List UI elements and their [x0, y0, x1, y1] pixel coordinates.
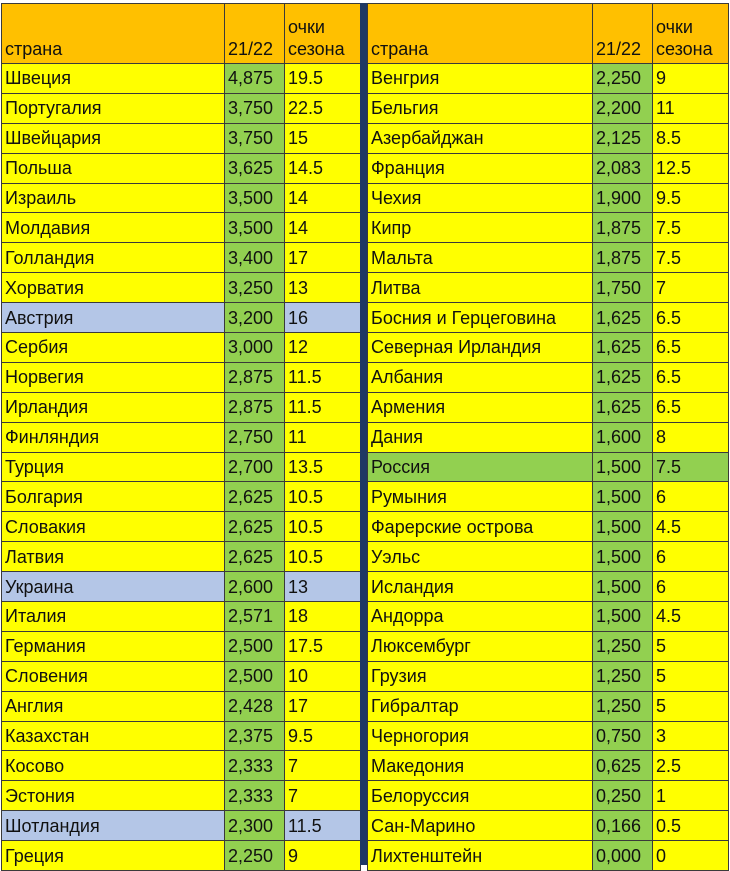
season-points-cell[interactable]: 3	[653, 721, 729, 751]
header-points-line1: очки	[656, 17, 693, 37]
season-points-cell[interactable]: 10.5	[285, 512, 361, 542]
coefficient-cell[interactable]: 3,400	[225, 243, 285, 273]
coefficient-cell[interactable]: 2,125	[593, 123, 653, 153]
country-cell[interactable]: Австрия	[2, 303, 225, 333]
season-points-cell[interactable]: 18	[285, 602, 361, 632]
country-cell[interactable]: Англия	[2, 691, 225, 721]
country-cell[interactable]: Словения	[2, 661, 225, 691]
table-row	[2, 811, 361, 841]
season-points-cell[interactable]: 8.5	[653, 123, 729, 153]
season-points-cell[interactable]: 14.5	[285, 153, 361, 183]
season-points-cell[interactable]: 4.5	[653, 602, 729, 632]
season-points-cell[interactable]: 4.5	[653, 512, 729, 542]
table-row	[368, 572, 729, 602]
country-cell[interactable]: Исландия	[368, 572, 593, 602]
country-cell[interactable]: Израиль	[2, 183, 225, 213]
table-row	[368, 422, 729, 452]
coefficient-cell[interactable]: 3,625	[225, 153, 285, 183]
coefficient-cell[interactable]: 2,428	[225, 691, 285, 721]
country-cell[interactable]: Кипр	[368, 213, 593, 243]
table-row	[368, 781, 729, 811]
season-points-cell[interactable]: 14	[285, 183, 361, 213]
season-points-cell[interactable]: 6.5	[653, 333, 729, 363]
season-points-cell[interactable]: 10.5	[285, 482, 361, 512]
coefficient-cell[interactable]: 1,875	[593, 243, 653, 273]
season-points-cell[interactable]: 9	[285, 841, 361, 871]
table-row	[368, 213, 729, 243]
table-row	[2, 422, 361, 452]
country-cell[interactable]: Мальта	[368, 243, 593, 273]
table-row	[2, 721, 361, 751]
header-row	[368, 4, 729, 64]
coefficient-cell[interactable]: 0,750	[593, 721, 653, 751]
table-row	[368, 631, 729, 661]
right-table	[367, 3, 729, 871]
table-row	[368, 721, 729, 751]
table-row	[368, 243, 729, 273]
coefficient-cell[interactable]: 2,250	[225, 841, 285, 871]
coefficient-table-sheet	[1, 3, 729, 865]
coefficient-cell[interactable]: 2,083	[593, 153, 653, 183]
coefficient-cell[interactable]: 2,571	[225, 602, 285, 632]
season-points-cell[interactable]: 9.5	[653, 183, 729, 213]
table-row	[368, 482, 729, 512]
coefficient-cell[interactable]: 4,875	[225, 64, 285, 94]
coefficient-cell[interactable]: 2,600	[225, 572, 285, 602]
coefficient-cell[interactable]: 2,500	[225, 661, 285, 691]
table-row	[368, 811, 729, 841]
table-row	[2, 661, 361, 691]
coefficient-cell[interactable]: 2,875	[225, 362, 285, 392]
country-cell[interactable]: Хорватия	[2, 273, 225, 303]
country-cell[interactable]: Дания	[368, 422, 593, 452]
table-row	[368, 183, 729, 213]
table-row	[368, 602, 729, 632]
table-row	[368, 64, 729, 94]
table-row	[2, 841, 361, 871]
country-cell[interactable]: Люксембург	[368, 631, 593, 661]
season-points-cell[interactable]: 7	[653, 273, 729, 303]
season-points-cell[interactable]: 12.5	[653, 153, 729, 183]
table-row	[368, 303, 729, 333]
season-points-cell[interactable]: 2.5	[653, 751, 729, 781]
table-row	[368, 123, 729, 153]
season-points-cell[interactable]: 22.5	[285, 93, 361, 123]
coefficient-cell[interactable]: 1,625	[593, 303, 653, 333]
table-row	[2, 303, 361, 333]
table-row	[2, 452, 361, 482]
coefficient-cell[interactable]: 2,250	[593, 64, 653, 94]
coefficient-cell[interactable]: 2,300	[225, 811, 285, 841]
season-points-cell[interactable]: 19.5	[285, 64, 361, 94]
table-row	[2, 153, 361, 183]
season-points-cell[interactable]: 17	[285, 243, 361, 273]
table-row	[2, 602, 361, 632]
header-country[interactable]: страна	[2, 4, 225, 64]
table-row	[2, 183, 361, 213]
country-cell[interactable]: Шотландия	[2, 811, 225, 841]
country-cell[interactable]: Турция	[2, 452, 225, 482]
table-row	[2, 392, 361, 422]
header-points[interactable]	[285, 4, 361, 64]
coefficient-cell[interactable]: 2,333	[225, 751, 285, 781]
country-cell[interactable]: Македония	[368, 751, 593, 781]
country-cell[interactable]: Словакия	[2, 512, 225, 542]
country-cell[interactable]: Венгрия	[368, 64, 593, 94]
country-cell[interactable]: Фарерские острова	[368, 512, 593, 542]
country-cell[interactable]: Белоруссия	[368, 781, 593, 811]
country-cell[interactable]: Португалия	[2, 93, 225, 123]
table-row	[368, 333, 729, 363]
table-row	[2, 123, 361, 153]
country-cell[interactable]: Эстония	[2, 781, 225, 811]
coefficient-cell[interactable]: 1,875	[593, 213, 653, 243]
country-cell[interactable]: Россия	[368, 452, 593, 482]
coefficient-cell[interactable]: 1,500	[593, 512, 653, 542]
coefficient-cell[interactable]: 1,250	[593, 661, 653, 691]
season-points-cell[interactable]: 15	[285, 123, 361, 153]
season-points-cell[interactable]: 6.5	[653, 392, 729, 422]
season-points-cell[interactable]: 5	[653, 691, 729, 721]
country-cell[interactable]: Андорра	[368, 602, 593, 632]
season-points-cell[interactable]: 7.5	[653, 213, 729, 243]
season-points-cell[interactable]: 11.5	[285, 362, 361, 392]
country-cell[interactable]: Уэльс	[368, 542, 593, 572]
table-row	[2, 64, 361, 94]
coefficient-cell[interactable]: 2,375	[225, 721, 285, 751]
coefficient-cell[interactable]: 3,250	[225, 273, 285, 303]
country-cell[interactable]: Ирландия	[2, 392, 225, 422]
table-row	[2, 572, 361, 602]
country-cell[interactable]: Швейцария	[2, 123, 225, 153]
coefficient-cell[interactable]: 1,500	[593, 542, 653, 572]
season-points-cell[interactable]: 13.5	[285, 452, 361, 482]
season-points-cell[interactable]: 9	[653, 64, 729, 94]
coefficient-cell[interactable]: 1,500	[593, 572, 653, 602]
table-row	[2, 691, 361, 721]
coefficient-cell[interactable]: 3,500	[225, 213, 285, 243]
coefficient-cell[interactable]: 2,625	[225, 482, 285, 512]
country-cell[interactable]: Черногория	[368, 721, 593, 751]
coefficient-cell[interactable]: 1,250	[593, 691, 653, 721]
coefficient-cell[interactable]: 1,625	[593, 392, 653, 422]
season-points-cell[interactable]: 10	[285, 661, 361, 691]
country-cell[interactable]: Германия	[2, 631, 225, 661]
coefficient-cell[interactable]: 1,500	[593, 602, 653, 632]
coefficient-cell[interactable]: 1,625	[593, 362, 653, 392]
season-points-cell[interactable]: 0	[653, 841, 729, 871]
season-points-cell[interactable]: 17.5	[285, 631, 361, 661]
season-points-cell[interactable]: 8	[653, 422, 729, 452]
table-row	[2, 243, 361, 273]
table-row	[2, 781, 361, 811]
coefficient-cell[interactable]: 1,900	[593, 183, 653, 213]
coefficient-cell[interactable]: 1,250	[593, 631, 653, 661]
header-season[interactable]: 21/22	[593, 4, 653, 64]
table-separator	[360, 3, 367, 865]
country-cell[interactable]: Казахстан	[2, 721, 225, 751]
table-row	[2, 362, 361, 392]
season-points-cell[interactable]: 6.5	[653, 362, 729, 392]
table-row	[368, 93, 729, 123]
coefficient-cell[interactable]: 0,625	[593, 751, 653, 781]
country-cell[interactable]: Швеция	[2, 64, 225, 94]
season-points-cell[interactable]: 7	[285, 751, 361, 781]
coefficient-cell[interactable]: 3,200	[225, 303, 285, 333]
country-cell[interactable]: Финляндия	[2, 422, 225, 452]
coefficient-cell[interactable]: 2,200	[593, 93, 653, 123]
season-points-cell[interactable]: 7	[285, 781, 361, 811]
coefficient-cell[interactable]: 3,500	[225, 183, 285, 213]
coefficient-cell[interactable]: 2,875	[225, 392, 285, 422]
season-points-cell[interactable]: 11	[285, 422, 361, 452]
country-cell[interactable]: Литва	[368, 273, 593, 303]
season-points-cell[interactable]: 7.5	[653, 452, 729, 482]
season-points-cell[interactable]: 16	[285, 303, 361, 333]
country-cell[interactable]: Италия	[2, 602, 225, 632]
season-points-cell[interactable]: 1	[653, 781, 729, 811]
coefficient-cell[interactable]: 2,333	[225, 781, 285, 811]
table-row	[368, 691, 729, 721]
season-points-cell[interactable]: 7.5	[653, 243, 729, 273]
header-country[interactable]: страна	[368, 4, 593, 64]
country-cell[interactable]: Украина	[2, 572, 225, 602]
season-points-cell[interactable]: 0.5	[653, 811, 729, 841]
table-row	[368, 362, 729, 392]
coefficient-cell[interactable]: 2,625	[225, 512, 285, 542]
coefficient-cell[interactable]: 2,500	[225, 631, 285, 661]
season-points-cell[interactable]: 5	[653, 631, 729, 661]
country-cell[interactable]: Албания	[368, 362, 593, 392]
season-points-cell[interactable]: 11	[653, 93, 729, 123]
table-row	[2, 751, 361, 781]
left-table	[1, 3, 361, 871]
table-row	[368, 512, 729, 542]
season-points-cell[interactable]: 9.5	[285, 721, 361, 751]
season-points-cell[interactable]: 13	[285, 273, 361, 303]
coefficient-cell[interactable]: 0,000	[593, 841, 653, 871]
country-cell[interactable]: Польша	[2, 153, 225, 183]
country-cell[interactable]: Румыния	[368, 482, 593, 512]
table-row	[2, 631, 361, 661]
country-cell[interactable]: Молдавия	[2, 213, 225, 243]
table-row	[2, 512, 361, 542]
table-row	[368, 452, 729, 482]
coefficient-cell[interactable]: 2,750	[225, 422, 285, 452]
table-row	[368, 751, 729, 781]
season-points-cell[interactable]: 10.5	[285, 542, 361, 572]
header-points-line2: сезона	[656, 39, 713, 59]
table-row	[368, 542, 729, 572]
country-cell[interactable]: Косово	[2, 751, 225, 781]
country-cell[interactable]: Северная Ирландия	[368, 333, 593, 363]
season-points-cell[interactable]: 6	[653, 542, 729, 572]
table-row	[368, 392, 729, 422]
country-cell[interactable]: Бельгия	[368, 93, 593, 123]
season-points-cell[interactable]: 6	[653, 482, 729, 512]
coefficient-cell[interactable]: 2,700	[225, 452, 285, 482]
header-points[interactable]	[653, 4, 729, 64]
coefficient-cell[interactable]: 3,750	[225, 123, 285, 153]
table-row	[2, 333, 361, 363]
country-cell[interactable]: Грузия	[368, 661, 593, 691]
country-cell[interactable]: Армения	[368, 392, 593, 422]
header-points-line1: очки	[288, 17, 325, 37]
header-points-line2: сезона	[288, 39, 345, 59]
country-cell[interactable]: Сан-Марино	[368, 811, 593, 841]
coefficient-cell[interactable]: 1,625	[593, 333, 653, 363]
season-points-cell[interactable]: 14	[285, 213, 361, 243]
coefficient-cell[interactable]: 1,600	[593, 422, 653, 452]
table-row	[2, 542, 361, 572]
country-cell[interactable]: Азербайджан	[368, 123, 593, 153]
table-row	[2, 213, 361, 243]
table-row	[368, 153, 729, 183]
season-points-cell[interactable]: 5	[653, 661, 729, 691]
country-cell[interactable]: Греция	[2, 841, 225, 871]
header-row	[2, 4, 361, 64]
country-cell[interactable]: Босния и Герцеговина	[368, 303, 593, 333]
table-row	[368, 273, 729, 303]
country-cell[interactable]: Голландия	[2, 243, 225, 273]
coefficient-cell[interactable]: 0,250	[593, 781, 653, 811]
country-cell[interactable]: Норвегия	[2, 362, 225, 392]
country-cell[interactable]: Чехия	[368, 183, 593, 213]
country-cell[interactable]: Болгария	[2, 482, 225, 512]
season-points-cell[interactable]: 6	[653, 572, 729, 602]
season-points-cell[interactable]: 11.5	[285, 392, 361, 422]
season-points-cell[interactable]: 12	[285, 333, 361, 363]
coefficient-cell[interactable]: 1,500	[593, 482, 653, 512]
coefficient-cell[interactable]: 0,166	[593, 811, 653, 841]
season-points-cell[interactable]: 6.5	[653, 303, 729, 333]
country-cell[interactable]: Сербия	[2, 333, 225, 363]
table-row	[2, 93, 361, 123]
header-season[interactable]: 21/22	[225, 4, 285, 64]
country-cell[interactable]: Гибралтар	[368, 691, 593, 721]
coefficient-cell[interactable]: 3,750	[225, 93, 285, 123]
coefficient-cell[interactable]: 2,625	[225, 542, 285, 572]
table-row	[2, 482, 361, 512]
season-points-cell[interactable]: 17	[285, 691, 361, 721]
table-row	[368, 841, 729, 871]
coefficient-cell[interactable]: 1,500	[593, 452, 653, 482]
season-points-cell[interactable]: 13	[285, 572, 361, 602]
table-row	[368, 661, 729, 691]
country-cell[interactable]: Франция	[368, 153, 593, 183]
country-cell[interactable]: Лихтенштейн	[368, 841, 593, 871]
country-cell[interactable]: Латвия	[2, 542, 225, 572]
coefficient-cell[interactable]: 3,000	[225, 333, 285, 363]
season-points-cell[interactable]: 11.5	[285, 811, 361, 841]
table-row	[2, 273, 361, 303]
coefficient-cell[interactable]: 1,750	[593, 273, 653, 303]
